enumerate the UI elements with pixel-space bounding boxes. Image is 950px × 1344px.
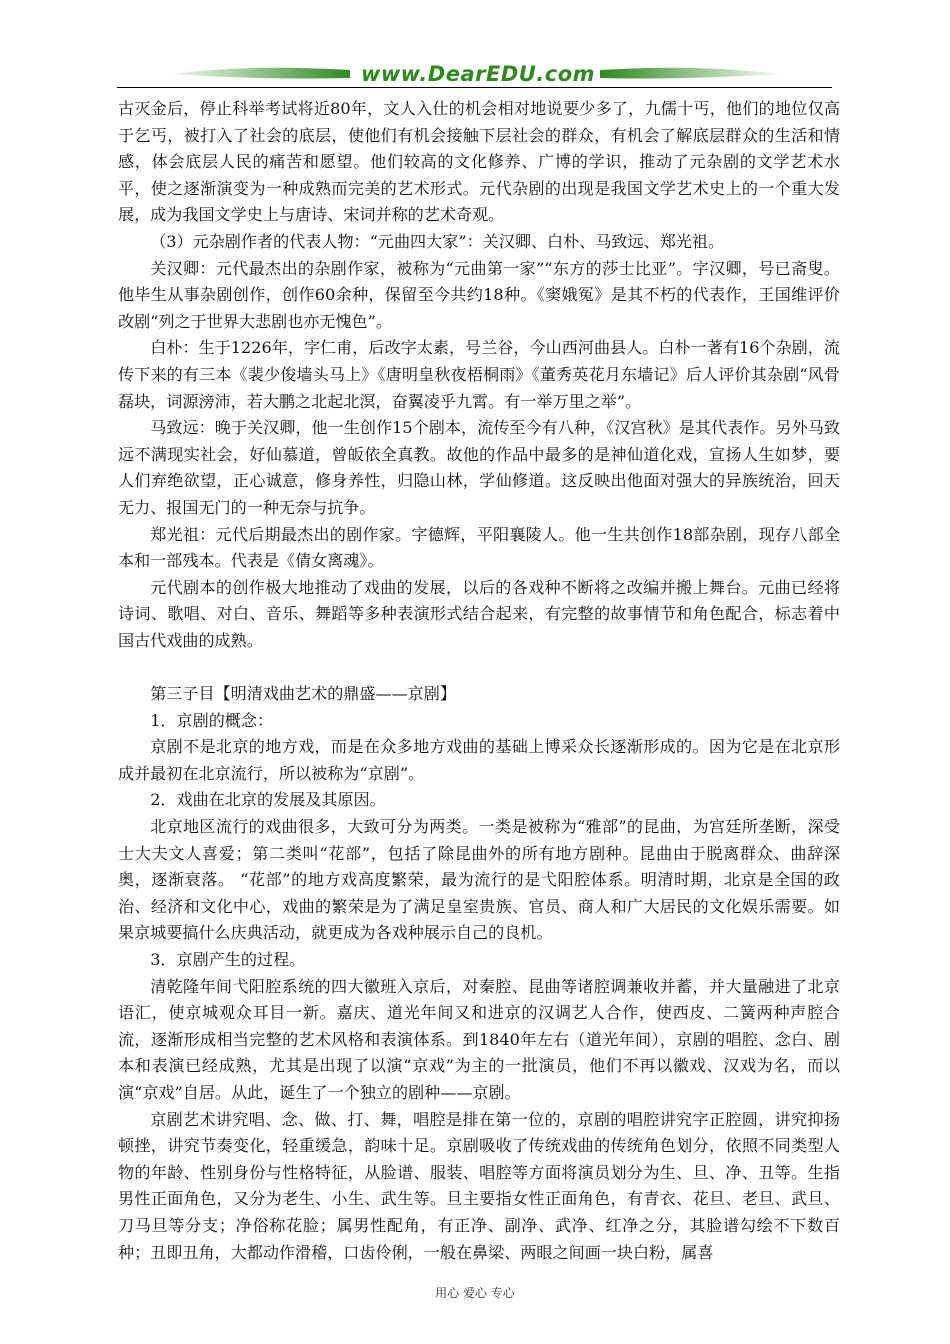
- paragraph: 北京地区流行的戏曲很多，大致可分为两类。一类是被称为“雅部”的昆曲，为宫廷所垄断，深受士大夫文人喜爱；第二类叫“花部”，包括了除昆曲外的所有地方剧种。昆曲由于脱离群众、曲辞深奥，逐渐衰落。 “花部”的地方戏高度繁荣，最为流行的是弋阳腔体系。明清时期，北京是全国的政治、经济和文化中心，戏曲的繁荣是为了满足皇室贵族、官员、商人和广大居民的文化娱乐需要。如果京城要搞什么庆典活动，就更成为各戏种展示自己的良机。: [118, 817, 840, 943]
- paragraph: 马致远：晚于关汉卿，他一生创作15个剧本，流传至今有八种，《汉宫秋》是其代表作。另外马致远不满现实社会，好仙慕道，曾皈依全真教。故他的作品中最多的是神仙道化戏，宣扬人生如梦，要人们弃绝欲望，正心诚意，修身养性，归隐山林，学仙修道。这反映出他面对强大的异族统治，回天无力、报国无门的一种无奈与抗争。: [118, 418, 840, 517]
- paragraph: 白朴：生于1226年，字仁甫，后改字太素，号兰谷，今山西河曲县人。白朴一著有16个杂剧，流传下来的有三本《裴少俊墙头马上》《唐明皇秋夜梧桐雨》《董秀英花月东墙记》后人评价其杂剧“风骨磊块，词源滂沛，若大鹏之北起北溟，奋翼凌乎九霄。有一举万里之举”。: [118, 338, 840, 411]
- paragraph: 关汉卿：元代最杰出的杂剧作家，被称为“元曲第一家”“东方的莎士比亚”。字汉卿，号已斋叟。他毕生从事杂剧创作，创作60余种，保留至今共约18种。《窦娥冤》是其不朽的代表作，王国维评价改剧“列之于世界大悲剧也亦无愧色”。: [118, 258, 840, 331]
- document-body: [118, 96, 840, 1266]
- page-footer: 用心 爱心 专心: [435, 1286, 515, 1300]
- subheading: 1．京剧的概念：: [150, 710, 274, 730]
- paragraph: 古灭金后，停止科举考试将近80年，文人入仕的机会相对地说要少多了，九儒十丐，他们的地位仅高于乞丐，被打入了社会的底层，使他们有机会接触下层社会的群众，有机会了解底层群众的生活和情感，体会底层人民的痛苦和愿望。他们较高的文化修养、广博的学识，推动了元杂剧的文学艺术水平，使之逐渐演变为一种成熟而完美的艺术形式。元代杂剧的出现是我国文学艺术史上的一个重大发展，成为我国文学史上与唐诗、宋词并称的艺术奇观。: [118, 99, 840, 225]
- section-heading: 第三子目【明清戏曲艺术的鼎盛——京剧】: [150, 684, 456, 704]
- paragraph: 京剧不是北京的地方戏，而是在众多地方戏曲的基础上博采众长逐渐形成的。因为它是在北京形成并最初在北京流行，所以被称为“京剧”。: [118, 737, 840, 783]
- subheading: 3．京剧产生的过程。: [150, 950, 306, 969]
- paragraph: 元代剧本的创作极大地推动了戏曲的发展，以后的各戏种不断将之改编并搬上舞台。元曲已经将诗词、歌唱、对白、音乐、舞蹈等多种表演形式结合起来，有完整的故事情节和角色配合，标志着中国古代戏曲的成熟。: [118, 577, 840, 650]
- paragraph: 郑光祖：元代后期最杰出的剧作家。字德辉，平阳襄陵人。他一生共创作18部杂剧，现存八部全本和一部残本。代表是《倩女离魂》。: [118, 524, 840, 571]
- header-divider: [117, 87, 832, 88]
- right-swoosh: [600, 68, 780, 79]
- subheading: 2．戏曲在北京的发展及其原因。: [150, 790, 386, 810]
- paragraph: （3）元杂剧作者的代表人物：“元曲四大家”：关汉卿、白朴、马致远、郑光祖。: [150, 231, 725, 251]
- left-swoosh: [170, 68, 350, 79]
- page-header: [0, 0, 950, 100]
- site-logo-text: www.DearEDU.com: [360, 62, 596, 86]
- paragraph: 清乾隆年间弋阳腔系统的四大徽班入京后，对秦腔、昆曲等诸腔调兼收并蓄，并大量融进了北京语汇，使京城观众耳目一新。嘉庆、道光年间又和进京的汉调艺人合作，使西皮、二簧两种声腔合流，逐渐形成相当完整的艺术风格和表演体系。到1840年左右（道光年间），京剧的唱腔、念白、剧本和表演已经成熟，尤其是出现了以演“京戏”为主的一批演员，他们不再以徽戏、汉戏为名，而以演“京戏”自居。从此，诞生了一个独立的剧种——京剧。: [118, 976, 840, 1102]
- paragraph: 京剧艺术讲究唱、念、做、打、舞，唱腔是排在第一位的，京剧的唱腔讲究字正腔圆，讲究抑扬顿挫，讲究节奏变化，轻重缓急，韵味十足。京剧吸收了传统戏曲的传统角色划分，依照不同类型人物的年龄、性别身份与性格特征，从脸谱、服装、唱腔等方面将演员划分为生、旦、净、丑等。生指男性正面角色，又分为老生、小生、武生等。旦主要指女性正面角色，有青衣、花旦、老旦、武旦、刀马旦等分支；净俗称花脸；属男性配角，有正净、副净、武净、红净之分，其脸谱勾绘不下数百种；丑即丑角，大都动作滑稽，口齿伶俐，一般在鼻梁、两眼之间画一块白粉，属喜: [118, 1109, 840, 1262]
